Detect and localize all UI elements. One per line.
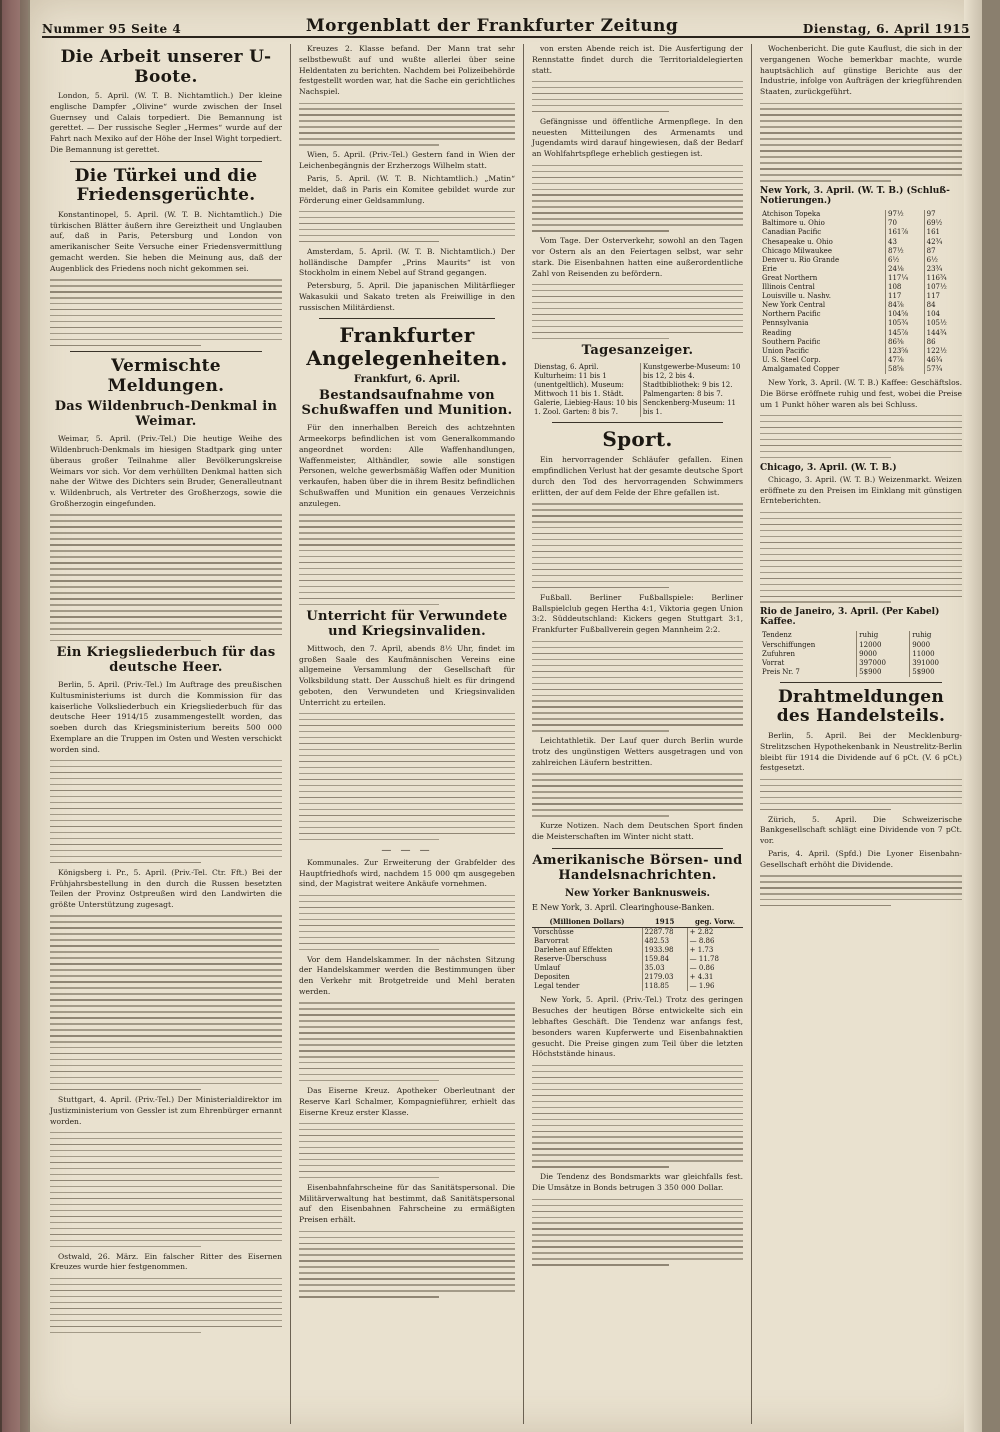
table-cell: Canadian Pacific — [760, 228, 886, 237]
table-cell: 5$900 — [912, 667, 935, 676]
article-text: Die Tendenz des Bondsmarkts war gleichfalls fest. Die Umsätze in Bonds betrugen 3 350 000 Dollar. — [532, 1172, 743, 1193]
article-text: von ersten Abende reich ist. Die Ausfertigung der Rennstatte findet durch die Territorialdelegierten statt. — [532, 44, 743, 75]
table-cell: 2287.78 — [642, 927, 687, 937]
table-cell: Pennsylvania — [760, 319, 886, 328]
article-text: New York, 5. April. (Priv.-Tel.) Trotz des geringen Besuches der heutigen Börse entwickelte sich ein lebhaftes Geschäft. Die Tendenz war anfangs fest, besonders waren Kupferwerte und Eisenbahnaktien gesucht. Die Preise gingen zum Teil über die letzten Höchststände hinaus. — [532, 995, 743, 1059]
article-text: Vom Tage. Der Osterverkehr, sowohl an den Tagen vor Ostern als an den Feiertagen selbst, war sehr stark. Die Eisenbahnen hatten eine außerordentliche Zahl von Reisenden zu befördern. — [532, 236, 743, 278]
table-cell: 2179.03 — [642, 973, 687, 982]
article-text: Zürich, 5. April. Die Schweizerische Bankgesellschaft schlägt eine Dividende von 7 pCt. vor. — [760, 814, 962, 846]
table-cell: 84⅞ — [886, 301, 925, 310]
text-lines — [299, 1002, 515, 1081]
table-cell: Northern Pacific — [760, 310, 886, 319]
table-cell: 105¾ — [886, 319, 925, 328]
article-text: Für den innerhalben Bereich des achtzehnten Armeekorps befindlichen ist vom Generalkommando angeordnet worden: Alle Waffenhandlungen, Waffenmeister, Althändler, sowie alle sonstigen Personen, welche gewerbsmäßig Waffen oder Munition verkaufen, haben über die in ihrem Besitz befindlichen Schußwaffen und Munition ein genaues Verzeichnis anzulegen. — [299, 423, 515, 508]
table-cell: 6½ — [926, 255, 938, 264]
table-cell: ruhig — [912, 631, 932, 640]
text-lines — [532, 503, 743, 588]
subheadline-kriegsliederbuch: Ein Kriegsliederbuch für das deutsche Heer. — [56, 645, 276, 675]
table-cell: Illinois Central — [760, 283, 886, 292]
article-text: Chicago, 3. April. (W. T. B.) Weizenmarkt. Weizen eröffnete zu den Preisen im Einklang mit günstigen Ernteberichten. — [760, 474, 962, 506]
bank-row — [532, 982, 743, 991]
text-lines — [299, 713, 515, 840]
table-cell: 144¾ — [926, 328, 947, 337]
columns — [42, 44, 970, 1424]
text-lines — [299, 1123, 515, 1178]
newspaper-title: Morgenblatt der Frankfurter Zeitung — [305, 16, 679, 36]
rio-row — [760, 641, 962, 650]
text-lines — [50, 760, 282, 863]
column-3 — [523, 44, 751, 1424]
article-text: Weimar, 5. April. (Priv.-Tel.) Die heutige Weihe des Wildenbruch-Denkmals im hiesigen Stadtpark ging unter überaus großer Teilnahme aller Bevölkerungskreise Weimars vor sich. Vor dem verhüllten Denkmal hatten sich nahe der Witwe des Dichters sein Bruder, Generalleutnant v. Wildenbruch, als Vertreter des Großherzogs, sowie die Großherzogin eingefunden. — [50, 434, 282, 509]
article-text: Das Eiserne Kreuz. Apotheker Oberleutnant der Reserve Karl Schalmer, Kompagnieführer, erhielt das Eiserne Kreuz erster Klasse. — [299, 1086, 515, 1117]
text-lines — [50, 1278, 282, 1333]
chicago-heading: Chicago, 3. April. (W. T. B.) — [760, 462, 897, 473]
article-text: Wochenbericht. Die gute Kauflust, die sich in der vergangenen Woche bemerkbar machte, wurde hauptsächlich auf günstige Berichte aus der Industrie, infolge von Aufträgen der kriegführenden Staaten, zurückgeführt. — [760, 44, 962, 97]
headline-frankfurter: Frankfurter Angelegenheiten. — [306, 323, 508, 371]
headline-vermischte: Vermischte Meldungen. — [107, 356, 225, 396]
table-header: 1915 — [642, 916, 687, 928]
table-cell: Denver u. Rio Grande — [760, 256, 886, 265]
stock-row — [760, 247, 962, 256]
table-cell: 46¾ — [926, 355, 943, 364]
headline-drahtmeldungen: Drahtmeldungen des Handelsteils. — [776, 686, 946, 727]
text-lines — [50, 279, 282, 346]
bank-caption: E New York, 3. April. Clearinghouse-Banken. — [532, 902, 715, 912]
issue-number: Nummer 95 Seite 4 — [42, 22, 182, 36]
table-cell: Umlauf — [532, 964, 642, 973]
table-cell: 116¾ — [926, 273, 947, 282]
subheadline-wildenbruch: Das Wildenbruch-Denkmal in Weimar. — [54, 399, 278, 430]
text-lines — [299, 514, 515, 605]
article-text: Vor dem Handelskammer. In der nächsten Sitzung der Handelskammer werden die Bestimmungen über den Verkehr mit Brotgetreide und Mehl beraten werden. — [299, 954, 515, 996]
table-cell: Legal tender — [532, 982, 642, 991]
stock-table — [760, 210, 962, 374]
article-text: Königsberg i. Pr., 5. April. (Priv.-Tel. Ctr. Fft.) Bei der Frühjahrsbestellung in den durch die Russen besetzten Teilen der Provinz Ostpreußen wird den Landwirten die größte Unterstützung zugesagt. — [50, 867, 282, 910]
table-cell: 104 — [926, 310, 940, 319]
text-lines — [760, 415, 962, 458]
table-cell: 47⅞ — [886, 356, 925, 365]
table-cell: 12000 — [857, 641, 910, 650]
stock-row — [760, 238, 962, 247]
table-cell: 117¼ — [886, 274, 925, 283]
column-4 — [751, 44, 970, 1424]
text-lines — [760, 779, 962, 810]
table-cell: Chicago Milwaukee — [760, 247, 886, 256]
article-text: Leichtathletik. Der Lauf quer durch Berlin wurde trotz des ungünstigen Wetters ausgetragen und von zahlreichen Läufern bestritten. — [532, 736, 743, 767]
table-cell: New York Central — [760, 301, 886, 310]
column-2: Kreuzes 2. Klasse befand. Der Mann trat sehr selbstbewußt auf und wußte allerlei über seine Heldentaten zu berichten. Nachdem bei Polizeibehörde festgestellt worden war, hat die Sache ein gerichtliches Nachspiel. Wien, 5. April. (Priv.-Tel.) Gestern fand in Wien der Leichenbegängnis der Erzherzogs Wilhelm statt. Paris, 5. April. (W. T. B. Nichtamtlich.) „Matin“ meldet, daß in Paris ein Komitee gebildet wurde zur Förderung einer Geldsammlung. Amsterdam, 5. April. (W. T. B. Nichtamtlich.) Der holländische Dampfer „Prins Maurits“ ist von Stockholm in einem Nebel auf Strand gegangen. Petersburg, 5. April. Die japanischen Militärflieger Wakasukii und Sakato treten als Freiwillige in den russischen Militärdienst. Frankfurter Angelegenheiten. Frankfurt, 6. April. Bestandsaufnahme von Schußwaffen und Munition. Für den innerhalben Bereich des achtzehnten Armeekorps befindlichen ist vom Generalkommando angeordnet worden: Alle Waffenhandlungen, Waffenmeister, Althändler, sowie alle sonstigen Personen, welche gewerbsmäßig Waffen oder Munition verkaufen, haben über die in ihrem Besitz befindlichen Schußwaffen und Munition ein genaues Verzeichnis anzulegen. Unterricht für Verwundete und Kriegsinvaliden. Mittwoch, den 7. April, abends 8½ Uhr, findet im großen Saale des Kaufmännischen Vereins eine allgemeine Versammlung der Gesellschaft für Volksbildung statt. Der Ausschuß hielt es für dringend geboten, den Verwundeten und Kriegsinvaliden Unterricht zu erteilen. — — — Kommunales. Zur Erweiterung der Grabfelder des Hauptfriedhofs wird, nachdem 15 000 qm ausgegeben sind, der Magistrat weitere Ankäufe vornehmen. Vor dem Handelskammer. In der nächsten Sitzung der Handelskammer werden die Bestimmungen über den Verkehr mit Brotgetreide und Mehl beraten werden. Das Eiserne Kreuz. Apotheker Oberleutnant der Reserve Karl Schalmer, Kompagnieführer, erhielt das Eiserne Kreuz erster Klasse. Eisenbahnfahrscheine für das Sanitätspersonal. Die Militärverwaltung hat bestimmt, daß Sanitätspersonal auf den Eisenbahnen Fahrscheine zu ermäßigten Preisen erhält. — [290, 44, 523, 1424]
masthead — [42, 6, 970, 38]
stock-row — [760, 319, 962, 328]
article-text: Ein hervorragender Schläufer gefallen. Einen empfindlichen Verlust hat der gesamte deutsche Sport durch den Tod des hervorragenden Schwimmers erlitten, der auf dem Felde der Ehre gefallen ist. — [532, 455, 743, 497]
article-text: Kreuzes 2. Klasse befand. Der Mann trat sehr selbstbewußt auf und wußte allerlei über seine Heldentaten zu berichten. Nachdem bei Polizeibehörde festgestellt worden war, hat die Sache ein gerichtliches Nachspiel. — [299, 44, 515, 97]
table-cell: 104⅝ — [886, 310, 925, 319]
table-cell: 1933.98 — [642, 946, 687, 955]
rio-row — [760, 668, 962, 677]
table-cell: Reading — [760, 329, 886, 338]
table-cell: 97½ — [886, 210, 925, 219]
table-cell: 87½ — [886, 247, 925, 256]
table-cell: 69½ — [926, 219, 943, 228]
table-cell: Great Northern — [760, 274, 886, 283]
table-cell: 391000 — [912, 658, 939, 667]
rio-heading: Rio de Janeiro, 3. April. (Per Kabel) Kaffee. — [760, 607, 940, 628]
article-text: Mittwoch, den 7. April, abends 8½ Uhr, findet im großen Saale des Kaufmännischen Vereins eine allgemeine Versammlung der Gesellschaft für Volksbildung statt. Der Ausschuß hielt es für dringend geboten, den Verwundeten und Kriegsinvaliden Unterricht zu erteilen. — [299, 643, 515, 707]
table-cell: 87 — [926, 246, 936, 255]
headline-u-boote: Die Arbeit unserer U-Boote. — [60, 47, 272, 87]
stock-row — [760, 210, 962, 219]
stock-row — [760, 274, 962, 283]
table-cell: Zufuhren — [760, 650, 857, 659]
stock-row — [760, 356, 962, 365]
table-cell: + 1.73 — [689, 945, 714, 954]
table-cell: 58⅝ — [886, 365, 925, 374]
table-cell: 108 — [886, 283, 925, 292]
rio-table — [760, 631, 962, 676]
table-cell: Darlehen auf Effekten — [532, 946, 642, 955]
text-lines — [532, 773, 743, 816]
table-cell: ruhig — [857, 631, 910, 640]
article-text: Paris, 4. April. (Spfd.) Die Lyoner Eisenbahn-Gesellschaft erhöht die Dividende. — [760, 849, 962, 869]
bank-row — [532, 927, 743, 937]
table-cell: Reserve-Überschuss — [532, 955, 642, 964]
text-lines — [532, 1065, 743, 1168]
table-header: (Millionen Dollars) — [532, 916, 642, 928]
article-text: Petersburg, 5. April. Die japanischen Militärflieger Wakasukii und Sakato treten als Freiwillige in den russischen Militärdienst. — [299, 281, 515, 312]
stock-row — [760, 219, 962, 228]
table-cell: 9000 — [857, 650, 910, 659]
table-cell: 86⅜ — [886, 338, 925, 347]
table-cell: 84 — [926, 301, 936, 310]
table-cell: 117 — [886, 292, 925, 301]
text-lines — [532, 1199, 743, 1266]
text-lines — [532, 81, 743, 112]
bank-row — [532, 955, 743, 964]
subheadline-unterricht: Unterricht für Verwundete und Kriegsinvaliden. — [306, 608, 508, 639]
binding-spine — [0, 0, 28, 1432]
text-lines — [299, 211, 515, 242]
tagesanzeiger-table — [532, 363, 743, 418]
text-lines — [299, 103, 515, 146]
article-text: Fußball. Berliner Fußballspiele: Berliner Ballspielclub gegen Hertha 4:1, Viktoria gegen Union 3:2. Süddeutschland: Kickers gegen Stuttgart 3:1, Frankfurter Fußballverein gegen Mannheim 2:2. — [532, 592, 743, 635]
article-text: Konstantinopel, 5. April. (W. T. B. Nichtamtlich.) Die türkischen Blätter äußern ihre Gereiztheit und Unglauben auf, daß in Paris, Petersburg und London von amerikanischer Seite Versuche einer Friedensvermittlung gemacht werden. Sie heben die Meinung aus, daß der Augenblick des Friedens noch nicht gekommen sei. — [50, 209, 282, 273]
table-cell: Vorrat — [760, 659, 857, 668]
issue-date: Dienstag, 6. April 1915 — [802, 22, 970, 36]
subheadline-bankausweis: New Yorker Banknusweis. — [564, 887, 711, 899]
table-cell: Barvorrat — [532, 937, 642, 946]
stock-row — [760, 329, 962, 338]
table-cell: Union Pacific — [760, 347, 886, 356]
table-cell: 86 — [926, 337, 936, 346]
stock-row — [760, 292, 962, 301]
text-lines — [760, 103, 962, 182]
stock-table-heading: New York, 3. April. (W. T. B.) (Schluß-Notierungen.) — [760, 186, 950, 207]
stock-row — [760, 228, 962, 237]
table-cell: + 4.31 — [689, 973, 714, 982]
table-cell: 117 — [926, 292, 940, 301]
table-cell: — 11.78 — [689, 955, 719, 964]
table-cell: Erie — [760, 265, 886, 274]
article-text: Eisenbahnfahrscheine für das Sanitätspersonal. Die Militärverwaltung hat bestimmt, daß Sanitätspersonal auf den Eisenbahnen Fahrscheine zu ermäßigten Preisen erhält. — [299, 1182, 515, 1225]
table-cell: Preis Nr. 7 — [760, 668, 857, 677]
article-text: Stuttgart, 4. April. (Priv.-Tel.) Der Ministerialdirektor im Justizministerium von Gessler ist zum Ehrenbürger ernannt worden. — [50, 1094, 282, 1126]
stock-row — [760, 283, 962, 292]
table-cell: 159.84 — [642, 955, 687, 964]
text-lines — [532, 641, 743, 732]
article-text: Ostwald, 26. März. Ein falscher Ritter des Eisernen Kreuzes wurde hier festgenommen. — [50, 1251, 282, 1272]
table-cell: Tendenz — [760, 631, 857, 640]
article-text: Paris, 5. April. (W. T. B. Nichtamtlich.) „Matin“ meldet, daß in Paris ein Komitee gebildet wurde zur Förderung einer Geldsammlung. — [299, 173, 515, 205]
table-cell: Baltimore u. Ohio — [760, 219, 886, 228]
table-cell: Vorschüsse — [532, 927, 642, 937]
table-cell: 107½ — [926, 283, 947, 292]
headline-tagesanzeiger: Tagesanzeiger. — [581, 342, 694, 358]
table-cell: 42¾ — [926, 237, 943, 246]
subheadline-schusswaffen: Bestandsaufnahme von Schußwaffen und Munition. — [301, 388, 513, 419]
text-lines — [299, 1231, 515, 1298]
table-cell: 482.53 — [642, 937, 687, 946]
table-cell: 11000 — [912, 649, 935, 658]
rio-row — [760, 659, 962, 668]
bank-row — [532, 964, 743, 973]
article-text: New York, 3. April. (W. T. B.) Kaffee: Geschäftslos. Die Börse eröffnete ruhig und fest, wobei die Preise um 1 Punkt höher waren als bei Schluss. — [760, 377, 962, 409]
bank-table — [532, 916, 743, 992]
table-cell: Southern Pacific — [760, 338, 886, 347]
table-cell: 97 — [926, 210, 936, 219]
text-lines — [299, 895, 515, 950]
table-cell: — 8.86 — [689, 936, 715, 945]
table-cell: Louisville u. Nashv. — [760, 292, 886, 301]
table-cell: 161⅞ — [886, 228, 925, 237]
table-cell: 118.85 — [642, 982, 687, 991]
stock-row — [760, 338, 962, 347]
table-cell: 145⅞ — [886, 329, 925, 338]
stock-row — [760, 347, 962, 356]
article-text: London, 5. April. (W. T. B. Nichtamtlich.) Der kleine englische Dampfer „Olivine“ wurde zwischen der Insel Guernsey und Calais torpediert. Die Bemannung ist gerettet. — Der russische Segler „Hermes“ wurde auf der Fahrt nach Mexiko auf der Höhe der Insel Wight torpediert. Die Bemannung ist gerettet. — [50, 91, 282, 154]
table-cell: Verschiffungen — [760, 641, 857, 650]
table-cell: 23¾ — [926, 264, 943, 273]
table-cell: 123⅝ — [886, 347, 925, 356]
rio-row — [760, 631, 962, 640]
tagesanzeiger-right: Kunstgewerbe-Museum: 10 bis 12, 2 bis 4. Stadtbibliothek: 9 bis 12. Palmengarten: 8 bis 7. Senckenberg-Museum: 11 bis 1. — [642, 362, 741, 417]
bank-row — [532, 937, 743, 946]
text-lines — [532, 165, 743, 232]
stock-row — [760, 310, 962, 319]
table-cell: 70 — [886, 219, 925, 228]
table-cell: + 2.82 — [689, 927, 714, 936]
table-cell: 161 — [926, 228, 940, 237]
table-cell: Atchison Topeka — [760, 210, 886, 219]
table-cell: Chesapeake u. Ohio — [760, 238, 886, 247]
table-header: geg. Vorw. — [687, 916, 743, 928]
article-text: Berlin, 5. April. Bei der Mecklenburg-Strelitzschen Hypothekenbank in Neustrelitz-Berlin bleibt für 1914 die Dividende auf 6 pCt. (V. 6 pCt.) festgesetzt. — [760, 731, 962, 773]
bank-row — [532, 946, 743, 955]
stock-row — [760, 301, 962, 310]
headline-sport: Sport. — [602, 427, 673, 452]
stock-row — [760, 265, 962, 274]
text-lines — [50, 1132, 282, 1247]
bank-row — [532, 973, 743, 982]
stock-row — [760, 365, 962, 374]
article-text: Kommunales. Zur Erweiterung der Grabfelder des Hauptfriedhofs wird, nachdem 15 000 qm ausgegeben sind, der Magistrat weitere Ankäufe vornehmen. — [299, 857, 515, 889]
table-cell: 9000 — [912, 640, 931, 649]
table-cell: 35.03 — [642, 964, 687, 973]
dateline: Frankfurt, 6. April. — [353, 374, 461, 386]
table-cell: Amalgamated Copper — [760, 365, 886, 374]
column-1 — [42, 44, 290, 1424]
table-cell: 43 — [886, 238, 925, 247]
headline-tuerkei: Die Türkei und die Friedensgerüchte. — [74, 165, 258, 206]
text-lines — [532, 284, 743, 339]
table-cell: Depositen — [532, 973, 642, 982]
rio-row — [760, 650, 962, 659]
table-cell: 105½ — [926, 319, 947, 328]
stock-row — [760, 256, 962, 265]
table-cell: — 1.96 — [689, 982, 715, 991]
table-cell: — 0.86 — [689, 964, 715, 973]
article-text: Gefängnisse und öffentliche Armenpflege. In den neuesten Mitteilungen des Armenamts und Jugendamts wird darauf hingewiesen, daß der Bedarf an Wohlfahrtspflege erheblich gestiegen ist. — [532, 116, 743, 159]
table-cell: 6½ — [886, 256, 925, 265]
newspaper-page — [30, 0, 982, 1432]
text-lines — [760, 875, 962, 906]
table-cell: 24⅛ — [886, 265, 925, 274]
text-lines — [50, 915, 282, 1090]
table-cell: 5$900 — [857, 668, 910, 677]
article-text: Kurze Notizen. Nach dem Deutschen Sport finden die Meisterschaften im Winter nicht statt. — [532, 821, 743, 841]
article-text: Wien, 5. April. (Priv.-Tel.) Gestern fand in Wien der Leichenbegängnis der Erzherzogs Wilhelm statt. — [299, 150, 515, 171]
article-text: Amsterdam, 5. April. (W. T. B. Nichtamtlich.) Der holländische Dampfer „Prins Maurits“ ist von Stockholm in einem Nebel auf Strand gegangen. — [299, 246, 515, 278]
table-cell: 57¾ — [926, 364, 943, 373]
tagesanzeiger-left: Dienstag, 6. April. Kulturheim: 11 bis 1 (unentgeltlich). Museum: Mittwoch 11 bis 1. Städt. Galerie, Liebieg-Haus: 10 bis 1. Zool. Garten: 8 bis 7. — [532, 363, 640, 418]
headline-amerikanische-boersen: Amerikanische Börsen- und Handelsnachrichten. — [532, 852, 743, 883]
table-cell: 397000 — [857, 659, 910, 668]
article-text: Berlin, 5. April. (Priv.-Tel.) Im Auftrage des preußischen Kultusministeriums ist durch die Kommission für das kaiserliche Volksliederbuch ein Kriegsliederbuch für das deutsche Heer 1914/15 zusammengestellt worden, das soeben durch das Kriegsministerium bereits 500 000 Exemplare an die Truppen im Osten und Westen verschickt worden sind. — [50, 679, 282, 754]
text-lines — [50, 514, 282, 641]
text-lines — [760, 512, 962, 603]
table-cell: U. S. Steel Corp. — [760, 356, 886, 365]
table-cell: 122½ — [926, 346, 947, 355]
